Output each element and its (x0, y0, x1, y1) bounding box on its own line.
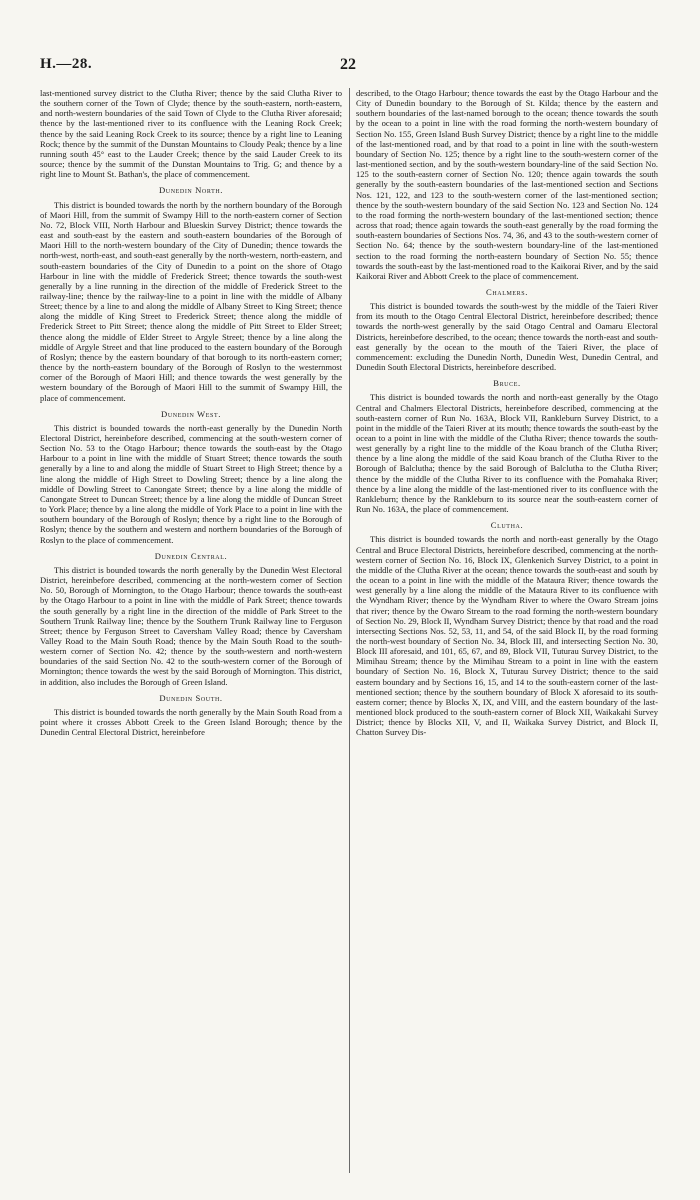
paragraph-dunedin-central: This district is bounded towards the north generally by the Dunedin West Electoral District, hereinbefore described, commencing at the north-western corner of Section No. 50, Borough of Mornington, to the Otago Harbour; thence towards the south-east by the Otago Harbour to a point in line with the middle of Park Street; thence towards the south generally by a right line in the direction of the middle of Park Street to the Southern Trunk Railway line; thence by the Southern Trunk Railway line to Ferguson Street; thence by Ferguson Street to Caversham Valley Road; thence by Caversham Valley Road to the Main South Road; thence by the Main South Road to the south-western corner of Section No. 42; thence by the south-western and north-western boundaries of the said Section No. 42 to the south-western corner of the Borough of Mornington; thence towards the west by the said Borough of Mornington. This district, in addition, also includes the Borough of Green Island. (40, 564, 342, 687)
section-heading-dunedin-west: Dunedin West. (161, 408, 221, 419)
section-heading-clutha: Clutha. (490, 520, 524, 531)
left-column (40, 88, 342, 1188)
section-heading-dunedin-south: Dunedin South. (159, 692, 223, 703)
page-number: 22 (340, 56, 356, 73)
paragraph-dunedin-west: This district is bounded towards the north-east generally by the Dunedin North Electoral District, hereinbefore described, commencing at the south-western corner of Section No. 53 to the Otago Harbour; thence towards the south-east by the Otago Harbour to a point in line with the middle of Stuart Street; thence towards the south generally by a line to and along the middle of Stuart Street to High Street; thence by a line along the middle of High Street to Dowling Street; thence by a line along the middle of Dowling Street to Canongate Street; thence by a line along the middle of Canongate Street to Duncan Street; thence by a line along the middle of Duncan Street to York Place; thence by a line along the middle of York Place to a point in line with the southern boundary of the Borough of Roslyn; thence by a right line to the Borough of Roslyn; thence by the southern and western and northern boundaries of the Borough of Roslyn to the place of commencement. (40, 422, 342, 545)
section-heading-dunedin-central: Dunedin Central. (154, 550, 228, 561)
paragraph-chalmers: This district is bounded towards the south-west by the middle of the Taieri River from its mouth to the Otago Central Electoral District, hereinbefore described; thence towards the north-west generally by the said Otago Central and Oamaru Electoral Districts, hereinbefore described, to the ocean; thence towards the north-east and south-east generally by the ocean to the mouth of the Taieri River, the place of commencement: excluding the Dunedin North, Dunedin West, Dunedin Central, and Dunedin South Electoral Districts, hereinbefore described. (356, 301, 658, 373)
page-header (40, 56, 678, 80)
right-column (356, 88, 658, 1188)
paragraph-bruce: This district is bounded towards the north and north-east generally by the Otago Central and Chalmers Electoral Districts, hereinbefore described, commencing at the south-eastern corner of Run No. 163A, Block VII, Rankleburn Survey District, to a point in the middle of the Taieri River at its mouth; thence towards the south-east by the ocean to a point in line with the middle of the Clutha River; thence towards the south-west generally by a right line to the middle of the Koau branch of the Clutha River; thence by a line along the middle of the said Koau branch of the Clutha River to the Borough of Balclutha; thence by the said Borough of Balclutha to the Clutha River; thence by the middle of the Clutha River to its confluence with the Pomahaka River; thence by a line along the middle of the last-mentioned river to its confluence with the Rankleburn; thence by the Rankleburn to its source near the south-eastern corner of Run No. 163A, the place of commencement. (356, 392, 658, 515)
section-heading-chalmers: Chalmers. (486, 286, 528, 297)
section-heading-dunedin-north: Dunedin North. (158, 185, 224, 196)
document-number: H.—28. (40, 56, 93, 72)
paragraph-continuation: last-mentioned survey district to the Clutha River; thence by the said Clutha River to the southern corner of the Town of Clyde; thence by the south-eastern, north-eastern, and north-western boundaries of the said Town of Clyde to the Clutha River aforesaid; thence by the last-mentioned river to its confluence with the Leaning Rock Creek; thence by the said Leaning Rock Creek to its source; thence by a right line to Leaning Rock; thence by the summit of the Dunstan Mountains to Cloudy Peak; thence by a line running south 45° east to the Lauder Creek; thence by the said Lauder Creek to its source; thence by the summit of the Dunstan Mountains to Trig. G; and thence by a right line to Mount St. Bathan's, the place of commencement. (40, 88, 342, 180)
paragraph-clutha: This district is bounded towards the north and north-east generally by the Otago Central and Bruce Electoral Districts, hereinbefore described, commencing at the north-western corner of Section No. 16, Block IX, Glenkenich Survey District, to a point in the middle of the Clutha River at the ocean; thence towards the south-east and south by the ocean to a point in line with the middle of the Mataura River; thence towards the west generally by a line along the middle of the Mataura River to its confluence with the Wyndham River; thence by the Wyndham River to where the Owaro Stream joins that river; thence by the Owaro Stream to the road forming the north-western boundary of Section No. 29, Block II, Wyndham Survey District; thence by that road and the road intersecting Sections Nos. 52, 53, 11, and 54, of the said Block II, by the road forming the north-west boundary of Section No. 34, Block III, and intersecting Section No. 30, Block III aforesaid, and 101, 65, 67, and 89, Block VII, Tuturau Survey District, to the Mimihau Stream; thence by the Mimihau Stream to a point in line with the eastern boundary of Section No. 16, Block X, Tuturau Survey District; thence to the said eastern boundary and by Sections 16, 15, and 14 to the south-eastern corner of the last-mentioned section; thence by the southern boundary of Block X aforesaid to its south-eastern corner; thence by Blocks X, IX, and VIII, and the eastern boundary of the last-mentioned block produced to the south-eastern corner of Block XII, Waikakahi Survey District; thence by Blocks XII, V, and II, Waikaka Survey District, and Block II, Chatton Survey Dis- (356, 534, 658, 738)
paragraph-dunedin-north: This district is bounded towards the north by the northern boundary of the Borough of Maori Hill, from the summit of Swampy Hill to the north-eastern corner of Section No. 72, Block VIII, North Harbour and Blueskin Survey District; thence towards the east and south-east by the eastern and south-eastern boundaries of the Borough of Maori Hill to the north-western boundary of the City of Dunedin; thence towards the north-west, north-east, and south-east generally by the north-western, north-eastern, and south-eastern boundaries of the City of Dunedin to a point on the shore of Otago Harbour in line with the middle of Frederick Street; thence towards the south-west generally by a line running in the direction of the middle of Frederick Street to the railway-line; thence by the railway-line to a point in line with the middle of Albany Street; thence by a line to and along the middle of Albany Street to King Street; thence along the middle of King Street to Frederick Street; thence along the middle of Frederick Street to Pitt Street; thence along the middle of Pitt Street to Elder Street; thence along the middle of Elder Street to Argyle Street; thence by a line along the middle of Argyle Street and that line produced to the eastern boundary of the Borough of Roslyn; thence by the eastern boundary of that borough to its north-eastern corner; thence by the north-eastern boundary of the Borough of Roslyn to the westernmost corner of the Borough of Maori Hill; and thence towards the west generally by the western boundary of the Borough of Maori Hill to the summit of Swampy Hill, the place of commencement. (40, 199, 342, 403)
column-divider (349, 88, 350, 1173)
paragraph-dunedin-south: This district is bounded towards the north generally by the Main South Road from a point where it crosses Abbott Creek to the Green Island Borough; thence by the Dunedin Central Electoral District, hereinbefore (40, 706, 342, 738)
paragraph-continuation-dunedin-south: described, to the Otago Harbour; thence towards the east by the Otago Harbour and the City of Dunedin boundary to the Borough of St. Kilda; thence by the eastern and southern boundaries of the last-named borough to the ocean; thence towards the south by the ocean to a point in line with the road forming the north-western boundary of Section No. 155, Green Island Bush Survey District; thence by a right line to the middle of the last-mentioned road, and by that road to a point in line with the south-western boundary of Section No. 125; thence by a right line to the south-western corner of the last-mentioned section, and by the south-western boundary-line of the said Section No. 125 to the south-eastern corner of Section No. 120; thence again towards the south generally by the south-eastern boundaries of the last-mentioned section and Sections Nos. 121, 122, and 123 to the south-western corner of the last-mentioned section; thence by the south-western boundary of the said Section No. 123 and Section No. 124 to the road forming the north-western boundary of the last-mentioned section; thence across that road; thence again towards the south-east generally by the road forming the south-eastern boundaries of Sections Nos. 74, 36, and 43 to the south-western corner of Section No. 64; thence by the south-western boundary-line of the last-mentioned section to the road forming the north-eastern boundary of Section No. 55; thence towards the south-east by the last-mentioned road to the Kaikorai River, and by the said Kaikorai River and Abbott Creek to the place of commencement. (356, 88, 658, 281)
section-heading-bruce: Bruce. (493, 378, 521, 389)
